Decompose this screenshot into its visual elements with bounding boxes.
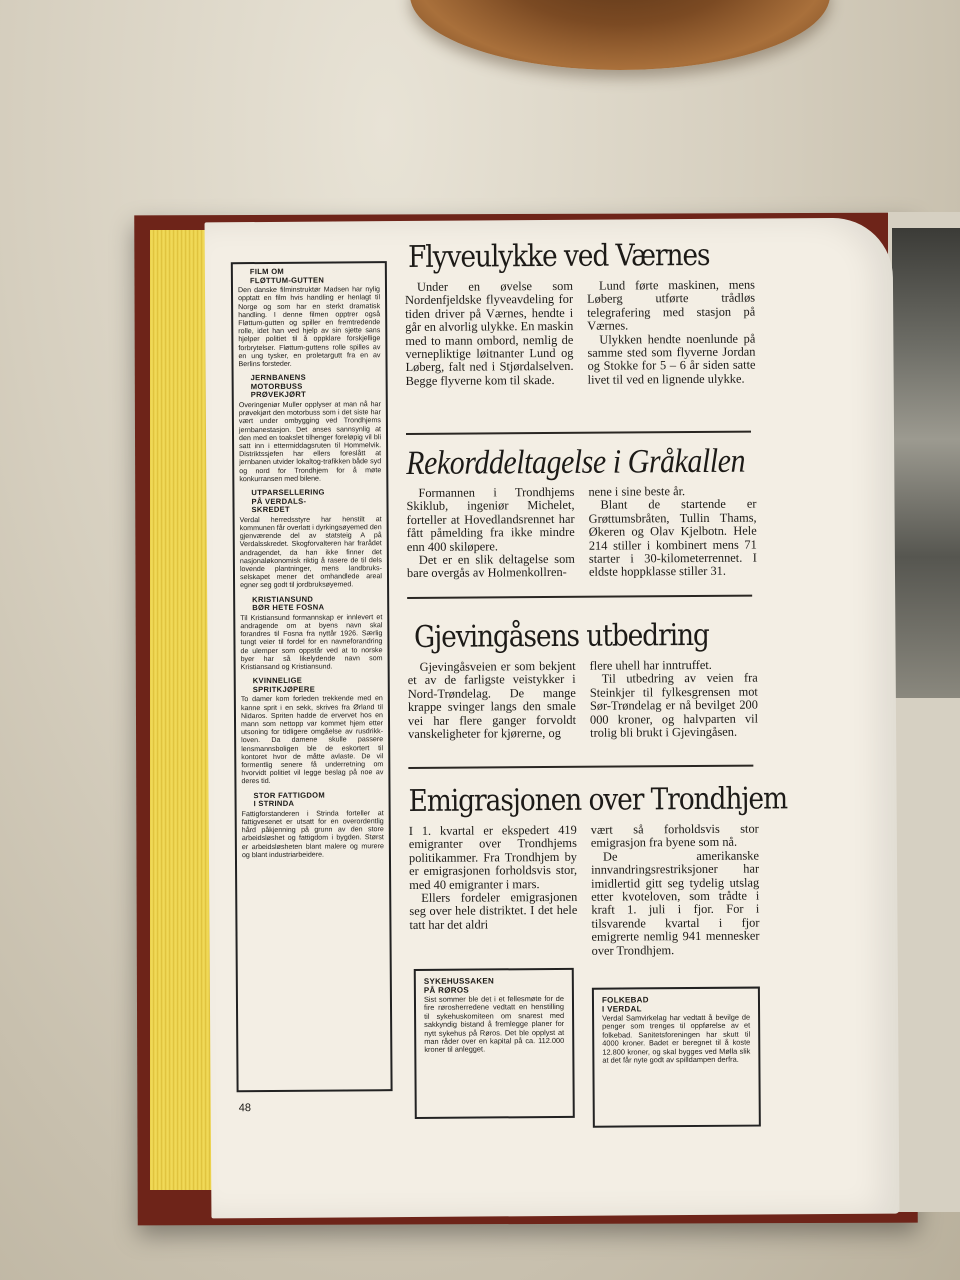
article-paragraph: Det er en slik deltagelse som bare overgås av Holmenkollren- xyxy=(406,551,575,581)
sidebar-heading: FILM OM FLØTTUM-GUTTEN xyxy=(249,266,325,285)
sidebar-heading: UTPARSELLERING PÅ VERDALS- SKREDET xyxy=(251,487,325,515)
sidebar-text: To damer kom forleden trekkende med en kanne sprit i en sekk, skrives fra Ørland til Nidaros. Spriten hadde de ervervet hos en mann som nettopp var kommet hjem etter utsoning for tidligere omgåelse av rusdrikk-loven. Da damene skulle passere lensmannsboligen ble de eskortert til kontoret hvor de måtte avlaste. De vil formentlig senere få underretning om hvorvidt politiet vil legge beslag på noe av deres tid. xyxy=(240,694,384,786)
sidebar-heading: KRISTIANSUND BØR HETE FOSNA xyxy=(252,594,325,613)
box-text: Sist sommer ble det i et fellesmøte for de fire rørosherredene vedtatt en henstilling til sykehuskomiteen om snarest med sakkyndig bistand å fremlegge planer for nytt sykehus på Røros. Det ble opplyst at man råder over en kapital på ca. 112.000 kroner til anlegget. xyxy=(423,993,565,1055)
article-paragraph: De amerikanske innvandringsrestriksjoner har imidlertid gitt seg tydelig utslag etter kvoteloven, som trådte i kraft 1. juli i fjor. For i tilsvarende kvartal i fjor emigrerte nemlig 941 mennesker over Trondhjem. xyxy=(591,848,760,958)
article-paragraph: Til utbedring av veien fra Steinkjer til fylkesgrensen mot Sør-Trøndelag er nå bevilget 200 000 kroner, og halvparten vil trolig bli brukt i Gjevingåsen. xyxy=(589,670,759,740)
article-column xyxy=(408,660,577,742)
article-gjevingasen xyxy=(407,619,758,742)
article-paragraph: flere uhell har inntruffet. xyxy=(589,657,712,673)
box-heading: SYKEHUSSAKEN PÅ RØROS xyxy=(423,976,495,995)
article-headline: Flyveulykke ved Værnes xyxy=(407,237,710,275)
sidebar-heading: STOR FATTIGDOM I STRINDA xyxy=(253,790,325,809)
page-number: 48 xyxy=(238,1102,252,1115)
box-folkebad xyxy=(592,987,761,1128)
article-column xyxy=(588,485,757,580)
article-paragraph: Ulykken hendte noenlunde på samme sted som flyverne Jordan og Stokke for 5 – 6 år siden satte livet til ved en lignende ulykke. xyxy=(587,331,756,387)
article-paragraph: Gjevingåsveien er som bekjent et av de farligste veistykker i Nord-Trøndelag. De mange krappe svinger langs den smale vei har flere ganger forvoldt vanskeligheter for kjørerne, og xyxy=(407,658,577,742)
sidebar-text: Overingeniør Muller opplyser at man nå har prøvekjørt den motorbuss som i det siste har vært under ombygging ved Trondhjems jernbanestasjon. Det anses sannsynlig at den med en toakslet tilhenger foreløpig vil bli satt inn i ettermiddagsruten til Hommelvik. Distriktssjefen har ellers foreslått at jernbanen utvider lokaltog-trafikken både syd og nord for Trondhjem for å møte konkurransen med bilene. xyxy=(238,400,382,484)
box-heading: FOLKEBAD I VERDAL xyxy=(601,995,649,1014)
sidebar-heading: JERNBANENS MOTORBUSS PRØVEKJØRT xyxy=(250,372,307,400)
article-column xyxy=(409,824,578,959)
sidebar-text: Fattigforstanderen i Strinda forteller at fattigvesenet er utsatt for en overordentlig hård påkjenning på grunn av den store arbeidsløshet og fattigdom i bygden. Størst er arbeidsløsheten blant malere og murere og blant industriarbeidere. xyxy=(241,809,384,860)
article-paragraph: Formannen i Trondhjems Skiklub, ingeniør Michelet, forteller at Hovedlandsrennet har fått påmelding fra ikke mindre enn 400 skiløpere. xyxy=(406,484,575,554)
divider-rule xyxy=(407,595,752,599)
article-column xyxy=(591,823,760,958)
article-column xyxy=(587,279,756,387)
sidebar-text: Til Kristiansund formannskap er innlevert et andragende om at byens navn skal forandres til Fosna fra nyttår 1926. Særlig tungt veier til fordel for en navneforandring de ulemper som oppstår ved at to norske byer har så likelydende navn som Kristiansand og Kristiansund. xyxy=(240,613,383,672)
sidebar-text: Verdal herredsstyre har henstilt at kommunen får overlatt i dyrkingsøyemed den gjenværende del av statsteig A på Verdalsskredet. Skogforvalteren har frarådet andragendet, da han ikke finner det nasjonaløkonomisk riktig å rasere de til dels lovende plantninger, mens landbruks-selskapet mener det omhandlede areal egner seg godt til jordbruksøyemed. xyxy=(239,514,383,590)
box-text: Verdal Samvirkelag har vedtatt å bevilge de penger som trenges til oppførelse av et folkebad. Sanitetsforeningen har skutt til 4000 kroner. Badet er beregnet til å koste 12.800 kroner, og skal bygges ved Mølla slik at det får nyte godt av spilldampen derfra. xyxy=(602,1012,751,1065)
box-sykehussaken xyxy=(414,968,575,1119)
article-paragraph: I 1. kvartal er ekspedert 419 emigranter over Trondhjems politikammer. Fra Trondhjem by er emigrasjonen forholdsvis stor, med 40 emigranter i mars. xyxy=(408,822,578,892)
article-rekorddeltagelse xyxy=(406,442,757,581)
news-sidebar xyxy=(231,261,393,1092)
article-paragraph: Blant de startende er Grøttumsbråten, Tullin Thams, Økeren og Olav Kjelbotn. Hele 214 stiller i kombinert mens 71 starter i 30-kilometerrennet. I eldste hoppklasse stiller 31. xyxy=(588,496,757,580)
book-page xyxy=(205,218,900,1219)
article-flyveulykke xyxy=(405,239,756,389)
article-paragraph: vært så forholdsvis stor emigrasjon fra byene som nå. xyxy=(590,821,759,851)
sidebar-text: Den danske filminstruktør Madsen har nylig opptatt en film hvis handling er henlagt til Norge og som har en sterkt dramatisk handling. I denne filmen opptrer også Fløttum-gutten og spiller en fremtredende rolle, idet han ved hjelp av sin sjette sans hjelper politiet til å oppklare forskjellige forbrytelser. Fløttum-guttens rolle spilles av en ung tysker, en proletargutt fra en av Berlins forsteder. xyxy=(237,285,381,369)
sidebar-heading: KVINNELIGE SPRITKJØPERE xyxy=(252,675,316,694)
article-headline: Gjevingåsens utbedring xyxy=(413,617,709,655)
article-column xyxy=(590,659,759,741)
article-emigrasjonen xyxy=(408,781,788,960)
article-headline: Rekorddeltagelse i Gråkallen xyxy=(406,442,746,483)
right-page-photo xyxy=(892,228,960,698)
divider-rule xyxy=(408,765,753,769)
article-headline: Emigrasjonen over Trondhjem xyxy=(408,781,788,820)
article-paragraph: Under en øvelse som Nordenfjeldske flyveavdeling for tiden driver på Værnes, hendte i går en alvorlig ulykke. En maskin med to mann ombord, nemlig de vernepliktige løitnanter Lund og Løberg, falt ned i Stjørdalselven. Begge flyverne kom til skade. xyxy=(405,278,574,388)
article-column xyxy=(405,280,574,388)
article-paragraph: Ellers fordeler emigrasjonen seg over hele distriktet. I det hele tatt har det aldri xyxy=(409,889,578,932)
article-paragraph: nene i sine beste år. xyxy=(588,484,686,499)
article-column xyxy=(406,486,575,581)
article-paragraph: Lund førte maskinen, mens Løberg utførte trådløs telegrafering med stasjon på Værnes. xyxy=(587,277,756,333)
divider-rule xyxy=(406,431,751,435)
